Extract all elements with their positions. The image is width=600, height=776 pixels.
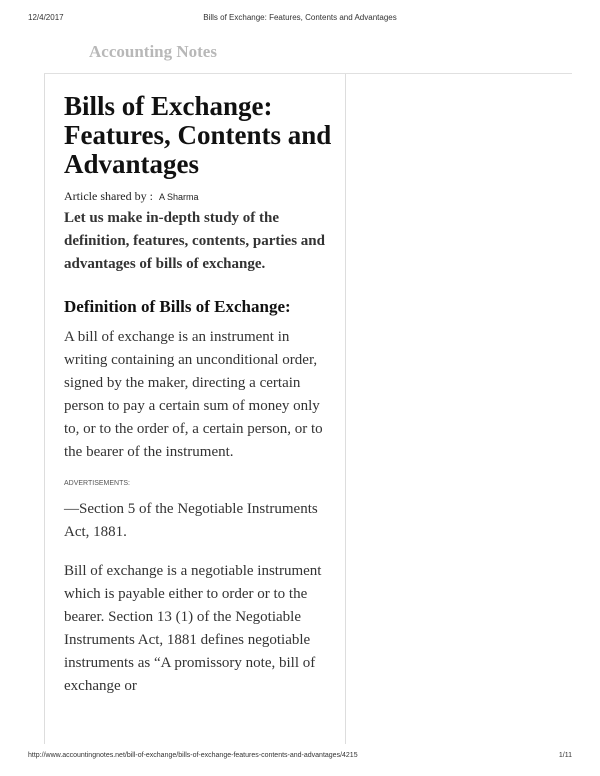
advertisements-label: ADVERTISEMENTS: xyxy=(64,480,130,487)
print-page-title: Bills of Exchange: Features, Contents and Advantages xyxy=(203,13,397,22)
article-lead: Let us make in-depth study of the definition, features, contents, parties and advantages of bills of exchange. xyxy=(64,210,325,272)
article-card xyxy=(44,74,346,744)
print-header xyxy=(28,13,572,25)
site-logo-text[interactable]: Accounting Notes xyxy=(89,42,217,61)
page-number: 1/11 xyxy=(558,752,572,759)
article-title: Bills of Exchange: Features, Contents and Advantages xyxy=(64,91,332,179)
author-name[interactable]: A Sharma xyxy=(158,192,199,202)
byline-label: Article shared by : xyxy=(64,189,153,203)
print-footer xyxy=(28,752,572,764)
negotiable-paragraph: Bill of exchange is a negotiable instrument which is payable either to order or to the bearer. Section 13 (1) of the Negotiable Instruments Act, 1881 defines negotiable instruments as “A promissory note, bill of exchange or xyxy=(64,563,322,694)
quote-source: —Section 5 of the Negotiable Instruments Act, 1881. xyxy=(64,501,318,540)
section-heading-definition: Definition of Bills of Exchange: xyxy=(64,297,291,316)
definition-paragraph: A bill of exchange is an instrument in writing containing an unconditional order, signed by the maker, directing a certain person to pay a certain sum of money only to, or to the order of, a certain person, or to the bearer of the instrument. xyxy=(64,329,323,460)
article-body xyxy=(64,92,332,698)
print-date: 12/4/2017 xyxy=(28,13,64,22)
print-url: http://www.accountingnotes.net/bill-of-exchange/bills-of-exchange-features-contents-and-advantages/4215 xyxy=(28,752,358,759)
article-byline xyxy=(64,189,332,205)
